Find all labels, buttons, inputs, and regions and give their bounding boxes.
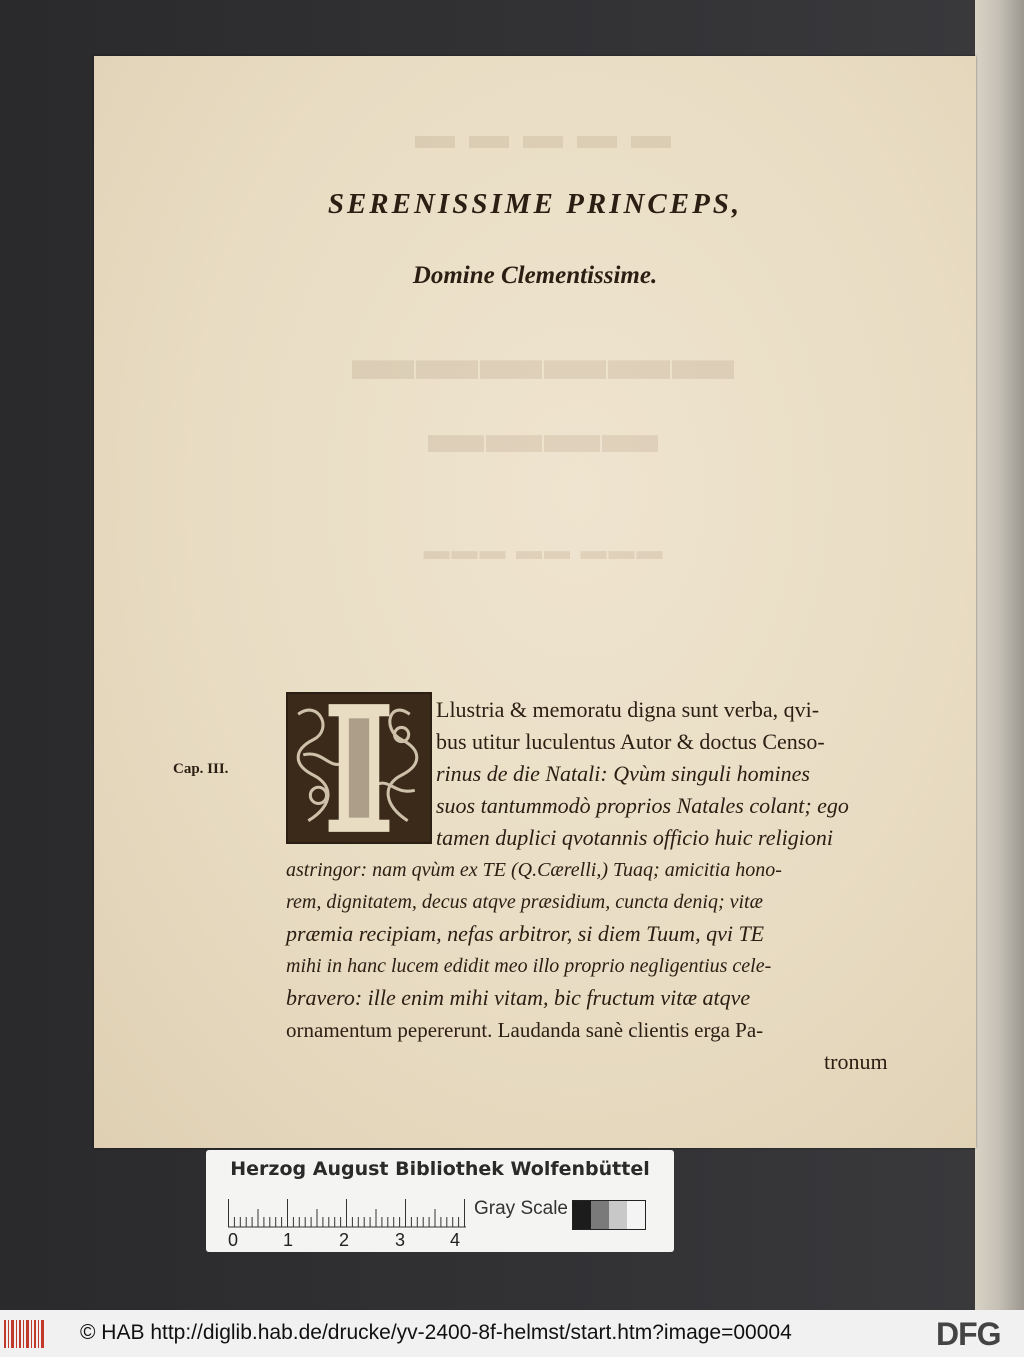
text-line: rinus de die Natali: Qvùm singuli homines [436, 761, 810, 786]
catchword: tronum [824, 1049, 888, 1074]
gray-swatch [591, 1201, 609, 1229]
ornamental-initial-i [286, 692, 432, 844]
next-page-edge [975, 0, 1024, 1310]
dfg-logo: DFG [936, 1316, 1001, 1352]
bleed-through-decoration: ▬▬▬ ▬▬ ▬▬▬ [423, 536, 665, 565]
margin-note: Cap. III. [173, 761, 229, 777]
book-page [94, 56, 976, 1148]
gray-scale-swatches [572, 1200, 646, 1230]
page-subheading: Domine Clementissime. [412, 262, 658, 289]
bleed-through-decoration: ▬▬▬▬▬▬ [352, 325, 736, 393]
ruler-number: 3 [395, 1230, 406, 1250]
bleed-through-decoration: ▬▬▬▬ [428, 403, 660, 465]
bleed-through-decoration: ▬ ▬ ▬ ▬ ▬ [415, 112, 673, 157]
ornament-icon [288, 694, 430, 842]
barcode-icon [4, 1320, 46, 1348]
text-line: Llustria & memoratu digna sunt verba, qvi- [436, 697, 820, 722]
text-line: ornamentum pepererunt. Laudanda sanè clientis erga Pa- [286, 1018, 764, 1042]
viewer-footer [0, 1310, 1024, 1357]
gray-swatch [573, 1201, 591, 1229]
gray-swatch [627, 1201, 645, 1229]
text-line: bravero: ille enim mihi vitam, bic fructum vitæ atqve [286, 985, 751, 1010]
library-name: Herzog August Bibliothek Wolfenbüttel [230, 1158, 650, 1180]
ruler-numbers [206, 1230, 466, 1250]
ruler-number: 4 [450, 1230, 461, 1250]
gray-swatch [609, 1201, 627, 1229]
text-line: bus utitur luculentus Autor & doctus Censo- [436, 729, 825, 754]
ruler-icon [228, 1198, 466, 1228]
gray-scale-label: Gray Scale [474, 1198, 568, 1219]
copyright-link[interactable]: © HAB http://diglib.hab.de/drucke/yv-2400-8f-helmst/start.htm?image=00004 [80, 1321, 792, 1344]
ruler-number: 2 [339, 1230, 350, 1250]
ruler-number: 0 [228, 1230, 239, 1250]
ruler-number: 1 [283, 1230, 294, 1250]
text-line: mihi in hanc lucem edidit meo illo proprio negligentius cele- [286, 955, 772, 977]
text-line: præmia recipiam, nefas arbitror, si diem Tuum, qvi TE [286, 921, 765, 946]
color-calibration-card [206, 1150, 674, 1252]
text-line: rem, dignitatem, decus atqve præsidium, cuncta deniq; vitæ [286, 891, 763, 913]
page-heading: SERENISSIME PRINCEPS, [327, 188, 743, 220]
text-line: tamen duplici qvotannis officio huic religioni [436, 825, 833, 850]
text-line: suos tantummodò proprios Natales colant; ego [436, 793, 849, 818]
text-line: astringor: nam qvùm ex TE (Q.Cærelli,) Tuaq; amicitia hono- [286, 859, 782, 881]
